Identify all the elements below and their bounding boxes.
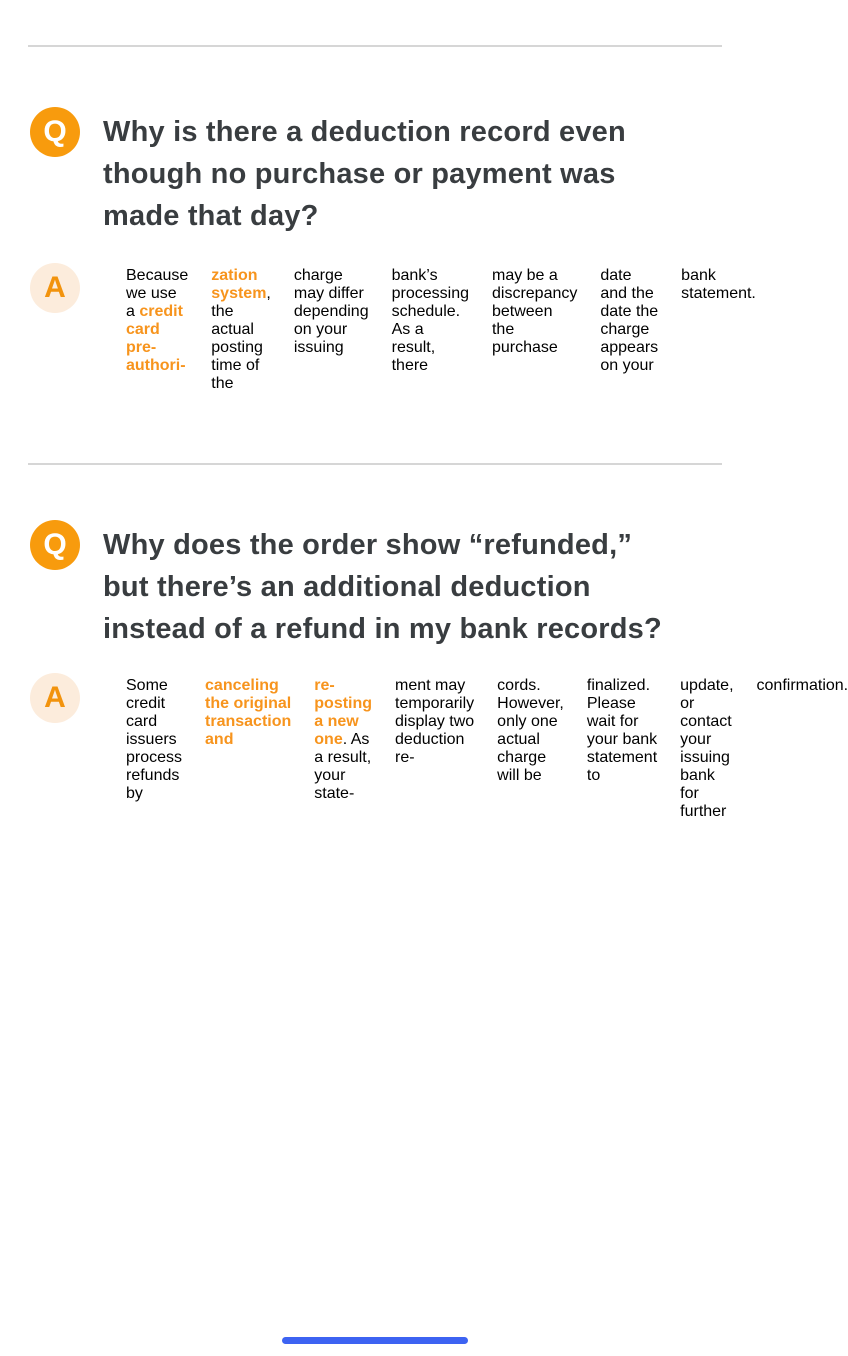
question-line: instead of a refund in my bank records? bbox=[103, 613, 662, 645]
answer-line: Some credit card issuers process refunds by bbox=[126, 677, 183, 802]
question-line: though no purchase or payment was bbox=[103, 158, 616, 190]
question-row bbox=[30, 524, 732, 650]
question-line: made that day? bbox=[103, 200, 319, 232]
preauthorization-highlight-link[interactable]: zation system bbox=[211, 267, 267, 302]
answer-line: update, or contact your issuing bank for further bbox=[680, 677, 734, 820]
answer-line: bank’s processing schedule. As a result, there bbox=[391, 267, 469, 374]
answer-line: bank statement. bbox=[681, 267, 756, 302]
answer-line bbox=[314, 677, 372, 803]
question-line: Why does the order show “refunded,” bbox=[103, 529, 633, 561]
answer-badge-letter: A bbox=[44, 271, 66, 304]
answer-segment: , the actual posting time of the bbox=[211, 285, 271, 392]
cancel-repost-highlight-link[interactable]: re-posting a new one bbox=[314, 677, 373, 748]
question-badge bbox=[30, 520, 80, 570]
answer-line bbox=[126, 267, 188, 375]
preauthorization-highlight-link[interactable]: credit card pre-authori- bbox=[126, 303, 186, 374]
section-divider bbox=[28, 463, 722, 465]
faq-item-refund-deduction bbox=[0, 524, 848, 821]
question-line: but there’s an additional deduction bbox=[103, 571, 591, 603]
question-text bbox=[103, 524, 662, 650]
answer-line bbox=[211, 267, 271, 393]
answer-row bbox=[30, 677, 848, 821]
home-indicator-bar bbox=[282, 1337, 468, 1344]
answer-line: charge may differ depending on your issuing bbox=[293, 267, 369, 356]
cancel-repost-highlight-link[interactable]: canceling the original transaction and bbox=[205, 677, 292, 748]
answer-line: date and the date the charge appears on your bbox=[600, 267, 659, 374]
answer-row bbox=[30, 267, 756, 393]
answer-line: cords. However, only one actual charge will be bbox=[497, 677, 564, 784]
answer-line bbox=[205, 677, 291, 749]
question-row bbox=[30, 111, 732, 237]
question-badge bbox=[30, 107, 80, 157]
faq-item-deduction-record bbox=[0, 111, 756, 393]
answer-badge bbox=[30, 673, 80, 723]
question-line: Why is there a deduction record even bbox=[103, 116, 626, 148]
answer-badge bbox=[30, 263, 80, 313]
answer-line: finalized. Please wait for your bank statement to bbox=[586, 677, 658, 784]
section-divider bbox=[28, 45, 722, 47]
answer-badge-letter: A bbox=[44, 681, 66, 714]
answer-line: confirmation. bbox=[756, 677, 848, 694]
answer-segment: Because we use a bbox=[126, 267, 189, 320]
answer-segment: . As a result, your state- bbox=[314, 731, 372, 802]
question-badge-letter: Q bbox=[43, 528, 67, 561]
question-text bbox=[103, 111, 626, 237]
answer-line: ment may temporarily display two deduction re- bbox=[395, 677, 475, 766]
question-badge-letter: Q bbox=[43, 115, 67, 148]
answer-line: may be a discrepancy between the purchase bbox=[491, 267, 578, 356]
